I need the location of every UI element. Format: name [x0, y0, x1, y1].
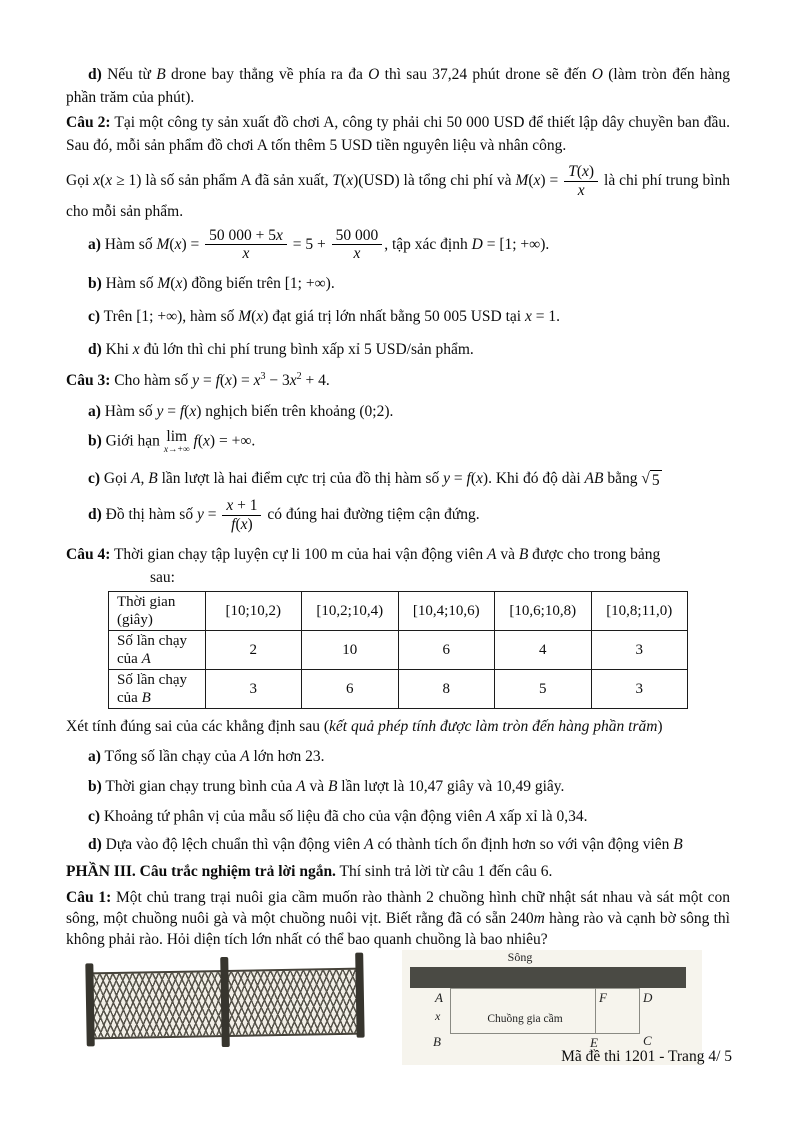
table-header-interval-4: [10,6;10,8) [495, 592, 592, 631]
cau2-statement-a: a) Hàm số M(x) = $\frac{50 000 + 5x}{x}$ = 5 + $\frac{50 000}{x}$ , tập xác định D = [1; +∞). [88, 226, 550, 263]
phan3-heading: PHẦN III. Câu trắc nghiệm trả lời ngắn. Thí sinh trả lời từ câu 1 đến câu 6. [66, 863, 553, 881]
table-header-interval-2: [10,2;10,4) [302, 592, 399, 631]
table-header-interval-5: [10,8;11,0) [591, 592, 688, 631]
page-footer: Mã đề thi 1201 - Trang 4/ 5 [561, 1048, 732, 1065]
cau2-statement-d: d) Khi x đủ lớn thì chi phí trung bình xấp xỉ 5 USD/sản phẩm. [88, 341, 474, 359]
cau3-statement-d: d) Đồ thị hàm số y = $\frac{x + 1}{f(x)}$ có đúng hai đường tiệm cận đứng. [88, 496, 480, 533]
cau2-intro: Câu 2: Tại một công ty sản xuất đồ chơi A, công ty phải chi 50 000 USD để thiết lập dây chuyền ban đầu. Sau đó, mỗi sản phẩm đồ chơi A tốn thêm 5 USD tiền nguyên liệu và nhân công. [66, 114, 730, 154]
point-label-e: E [590, 1035, 598, 1051]
fence-post-right [355, 953, 364, 1038]
corner-label-d: D [643, 990, 653, 1006]
cell-a-1: 2 [205, 631, 302, 670]
table-header-interval-1: [10;10,2) [205, 592, 302, 631]
corner-label-a: A [435, 990, 443, 1006]
cau3-statement-a: a) Hàm số y = f(x) nghịch biến trên khoảng (0;2). [88, 403, 394, 421]
phan3-cau1: Câu 1: Một chủ trang trại nuôi gia cầm muốn rào thành 2 chuồng hình chữ nhật sát nhau và sát một con sông, một chuồng nuôi gà và một chuồng nuôi vịt. Biết rằng đã có sẵn 240m hàng rào và cạnh bờ sông thì không phải rào. Hỏi diện tích lớn nhất có thể bao quanh chuồng là bao nhiêu? [66, 889, 730, 949]
cell-a-5: 3 [591, 631, 688, 670]
cell-b-1: 3 [205, 670, 302, 709]
cell-a-3: 6 [398, 631, 495, 670]
cau3-intro: Câu 3: Cho hàm số $y = f(x) = x^3 - 3x^2 + 4$. [66, 371, 330, 390]
page-content [66, 63, 730, 1065]
cau2-goi-paragraph: Gọi x(x ≥ 1) là số sản phẩm A đã sản xuất, T(x)(USD) là tổng chi phí và M(x) = $\frac{T(x)}{x}$ là chi phí trung bình cho mỗi sản phẩm. [66, 163, 731, 220]
table-row-athlete-b [109, 670, 688, 709]
cau4-statement-b: b) Thời gian chạy trung bình của A và B lần lượt là 10,47 giây và 10,49 giây. [88, 778, 565, 796]
cau4-intro: Câu 4: Thời gian chạy tập luyện cự li 100 m của hai vận động viên A và B được cho trong bảng [66, 546, 661, 564]
river-label: Sông [507, 950, 533, 965]
fence-post-left [85, 964, 94, 1047]
cell-a-4: 4 [495, 631, 592, 670]
table-header-interval-3: [10,4;10,6) [398, 592, 495, 631]
cau3-statement-c: c) Gọi A, B lần lượt là hai điểm cực trị của đồ thị hàm số y = f(x). Khi đó độ dài AB bằng √ 5 [88, 470, 660, 490]
cau2-statement-b: b) Hàm số M(x) đồng biến trên [1; +∞). [88, 275, 335, 293]
cau3-statement-b: b) Giới hạn lim x→+∞ f(x) = +∞. [88, 428, 256, 455]
cell-b-5: 3 [591, 670, 688, 709]
cau4-note: Xét tính đúng sai của các khẳng định sau (kết quả phép tính được làm tròn đến hàng phần trăm) [66, 718, 663, 736]
pen-divider-line [595, 988, 596, 1033]
pen-label: Chuồng gia cầm [487, 1013, 563, 1026]
cell-b-3: 8 [398, 670, 495, 709]
corner-label-b: B [433, 1034, 441, 1050]
cau2-statement-c: c) Trên [1; +∞), hàm số M(x) đạt giá trị lớn nhất bằng 50 005 USD tại x = 1. [88, 308, 561, 326]
cau4-statement-a: a) Tổng số lần chạy của A lớn hơn 23. [88, 748, 325, 766]
cell-b-2: 6 [302, 670, 399, 709]
cau4-frequency-table [108, 591, 688, 709]
point-label-f: F [599, 990, 607, 1006]
cau4-statement-d: d) Dựa vào độ lệch chuẩn thì vận động viên A có thành tích ổn định hơn so với vận động viên B [88, 836, 683, 854]
cau4-intro-continuation: sau: [150, 569, 175, 587]
table-header-time: Thời gian (giây) [109, 592, 206, 631]
row-label-b: Số lần chạy của B [109, 670, 206, 709]
table-row-athlete-a [109, 631, 688, 670]
fence-post-middle [220, 957, 230, 1047]
table-header-row [109, 592, 688, 631]
statement-d-drone: d) Nếu từ B drone bay thẳng về phía ra đa O thì sau 37,24 phút drone sẽ đến O (làm tròn đến hàng phần trăm của phút). [66, 66, 731, 106]
corner-label-c: C [643, 1033, 652, 1049]
side-label-x: x [435, 1009, 441, 1024]
cell-b-4: 5 [495, 670, 592, 709]
pen-rectangle [450, 988, 640, 1034]
river-bar [410, 967, 686, 988]
cau4-statement-c: c) Khoảng tứ phân vị của mẫu số liệu đã cho của vận động viên A xấp xỉ là 0,34. [88, 808, 588, 826]
row-label-a: Số lần chạy của A [109, 631, 206, 670]
fence-photo [85, 957, 364, 1047]
cell-a-2: 10 [302, 631, 399, 670]
